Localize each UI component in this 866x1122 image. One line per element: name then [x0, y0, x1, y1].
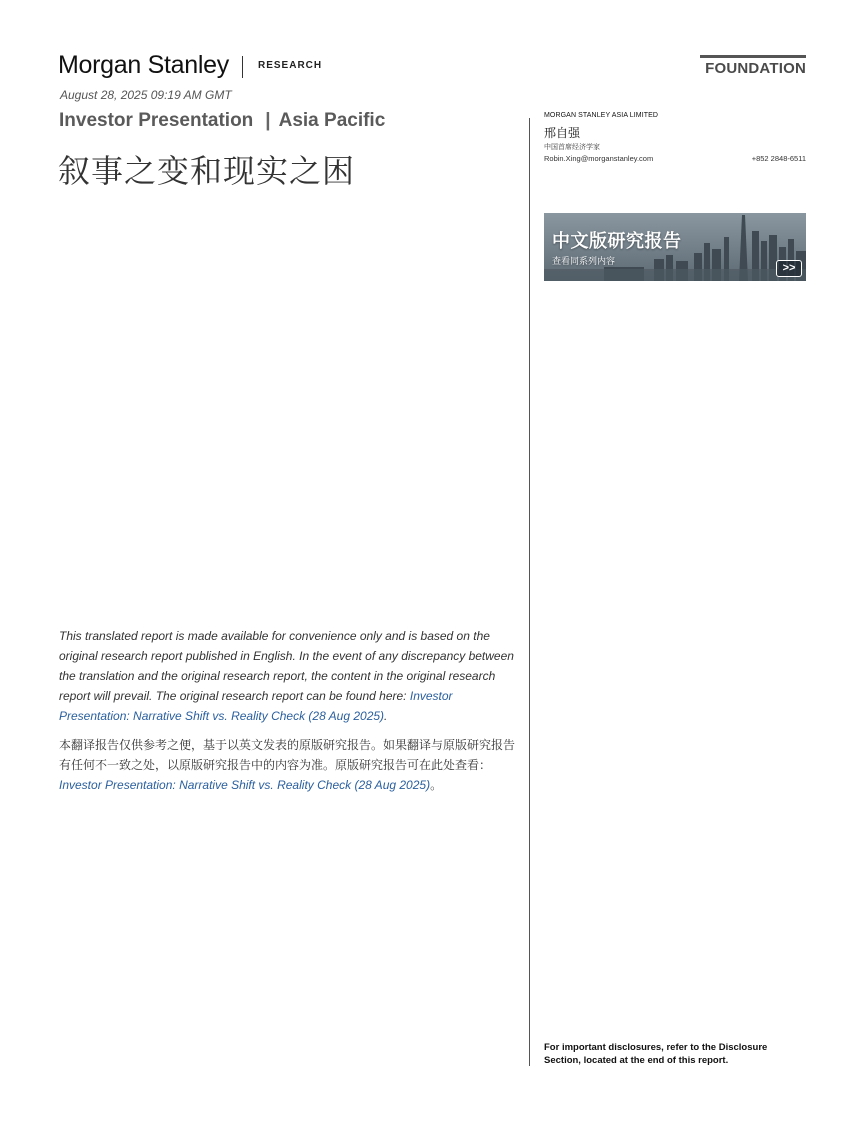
chevron-right-icon[interactable]: >> — [776, 260, 802, 277]
translation-disclaimer-zh — [59, 735, 519, 795]
banner-subtitle: 查看同系列内容 — [552, 256, 616, 266]
disclaimer-zh-end: 。 — [430, 778, 443, 792]
analyst-role: 中国首席经济学家 — [544, 144, 600, 151]
brand-divider — [242, 56, 243, 78]
translation-disclaimer-en — [59, 626, 519, 726]
publish-datetime: August 28, 2025 09:19 AM GMT — [60, 88, 232, 102]
page-title: 叙事之变和现实之困 — [58, 153, 356, 189]
analyst-firm: MORGAN STANLEY ASIA LIMITED — [544, 112, 659, 119]
report-subtitle — [59, 110, 385, 132]
analyst-phone: +852 2848-6511 — [751, 154, 806, 163]
original-report-link-zh[interactable]: Investor Presentation: Narrative Shift vs. Reality Check (28 Aug 2025) — [59, 778, 431, 792]
subtitle-divider: | — [265, 110, 271, 131]
disclaimer-zh-text: 本翻译报告仅供参考之便，基于以英文发表的原版研究报告。如果翻译与原版研究报告有任何不一致之处，以原版研究报告中的内容为准。原版研究报告可在此处查看： — [59, 738, 516, 772]
disclosure-note: For important disclosures, refer to the Disclosure Section, located at the end of this report. — [544, 1042, 768, 1066]
section-label: RESEARCH — [258, 60, 323, 71]
report-region: Asia Pacific — [278, 110, 386, 131]
chinese-reports-banner[interactable] — [544, 213, 806, 281]
badge-rule — [700, 55, 806, 58]
analyst-email[interactable]: Robin.Xing@morganstanley.com — [544, 154, 654, 163]
brand-logo: Morgan Stanley — [58, 51, 229, 79]
disclaimer-en-text: This translated report is made available for convenience only and is based on the original research report published in English. In the event of any discrepancy between the translation and the original research report, the content in the original research report will prevail. The original research report can be found here: — [59, 629, 514, 703]
column-divider — [529, 118, 530, 1066]
analyst-name: 邢自强 — [544, 126, 581, 140]
report-type: Investor Presentation — [59, 110, 254, 131]
foundation-badge: FOUNDATION — [705, 60, 806, 77]
disclaimer-en-end: . — [384, 709, 388, 723]
original-report-link-en[interactable]: Investor Presentation: Narrative Shift vs. Reality Check (28 Aug 2025) — [59, 689, 453, 723]
banner-title: 中文版研究报告 — [552, 231, 682, 251]
